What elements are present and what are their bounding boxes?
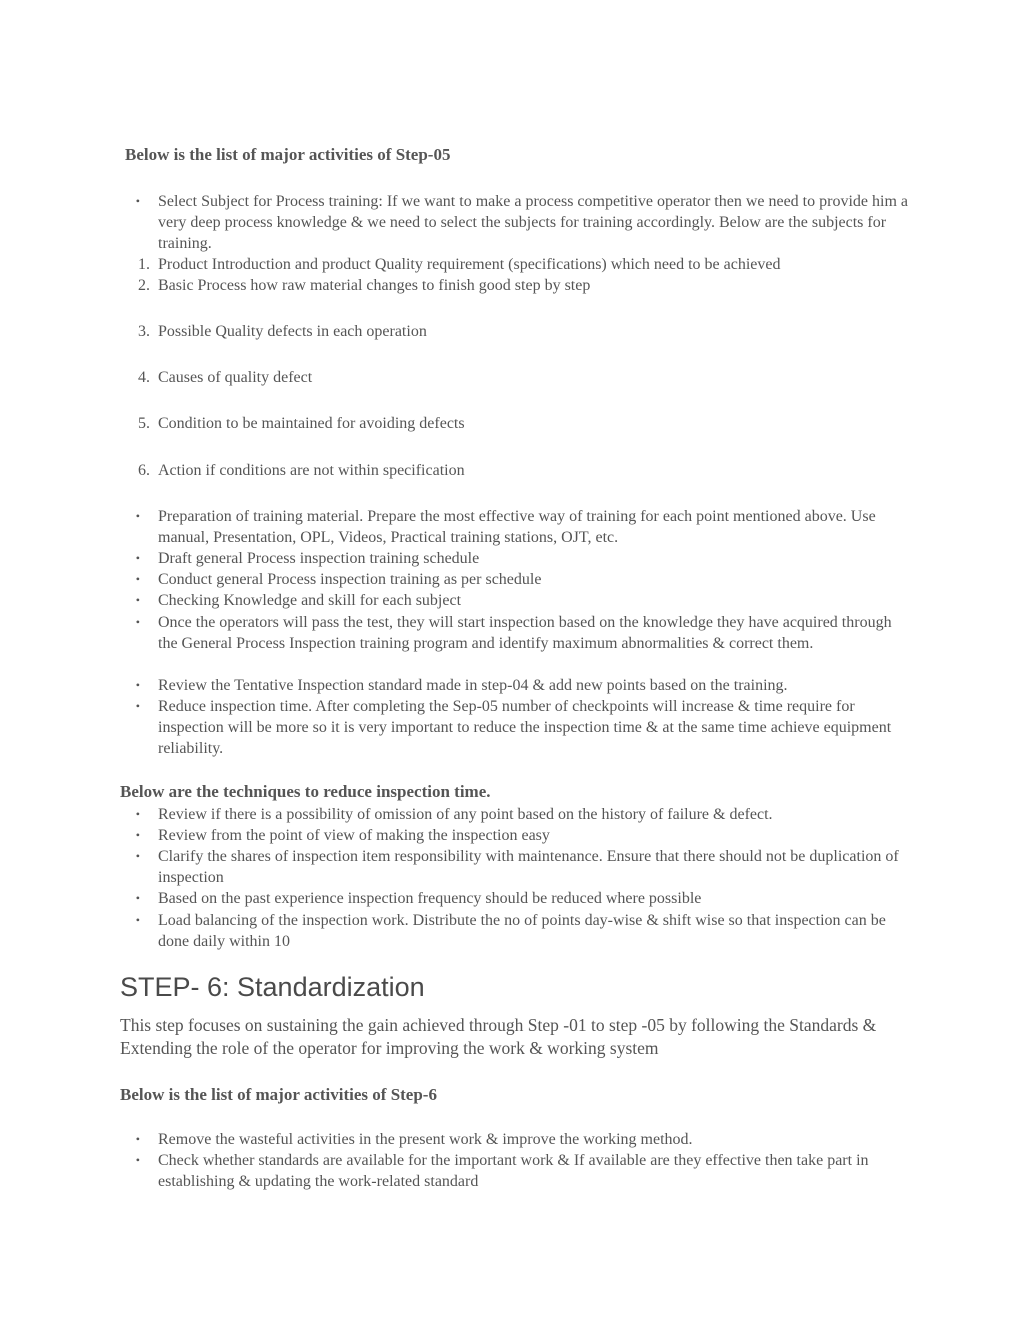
bullet-marker: • [135, 615, 140, 629]
numbered-item-4 [120, 367, 910, 388]
list-item [120, 569, 910, 590]
list-item-text: Select Subject for Process training: If we want to make a process competitive operator then we need to provide him a very deep process knowledge & we need to select the subjects for training accordingly. Below are the subjects for training. [158, 193, 908, 252]
heading-inspection-techniques: Below are the techniques to reduce inspection time. [120, 782, 491, 801]
list-item-text: Preparation of training material. Prepare the most effective way of training for each point mentioned above. Use manual, Presentation, OPL, Videos, Practical training stations, OJT, etc. [158, 508, 876, 546]
list-item [120, 825, 910, 846]
numbered-item-3 [120, 321, 910, 342]
list-item-text: Reduce inspection time. After completing the Sep-05 number of checkpoints will increase & time require for inspection will be more so it is very important to reduce the inspection time & at the same time achieve equipment reliability. [158, 698, 892, 757]
number-marker: 1. [138, 256, 150, 273]
bullet-marker: • [135, 509, 140, 523]
number-marker: 3. [138, 323, 150, 340]
list-item-text: Checking Knowledge and skill for each subject [158, 592, 462, 609]
bullet-marker: • [135, 572, 140, 586]
list-item [120, 696, 910, 759]
bullet-marker: • [135, 807, 140, 821]
step6-title: STEP- 6: Standardization [120, 972, 425, 1002]
bullet-marker: • [135, 699, 140, 713]
list-item-text: Based on the past experience inspection frequency should be reduced where possible [158, 890, 702, 907]
number-marker: 2. [138, 277, 150, 294]
bullet-marker: • [135, 678, 140, 692]
list-item [120, 804, 910, 825]
bullet-marker: • [135, 1153, 140, 1167]
list-item-text: Load balancing of the inspection work. Distribute the no of points day-wise & shift wise so that inspection can be done daily within 10 [158, 912, 886, 950]
numbered-item-1 [120, 254, 910, 275]
numbered-item-5 [120, 413, 910, 434]
list-item [120, 888, 910, 909]
bullet-marker: • [135, 194, 140, 208]
list-item [120, 910, 910, 952]
list-item [120, 590, 910, 611]
bullet-marker: • [135, 891, 140, 905]
list-item-text: Clarify the shares of inspection item responsibility with maintenance. Ensure that there should not be duplication of inspection [158, 848, 899, 886]
bullet-marker: • [135, 849, 140, 863]
heading-step05-activities: Below is the list of major activities of Step-05 [125, 145, 451, 164]
bullet-marker: • [135, 828, 140, 842]
number-marker: 4. [138, 369, 150, 386]
list-item-text: Possible Quality defects in each operation [158, 323, 427, 340]
list-item-text: Draft general Process inspection training schedule [158, 550, 480, 567]
numbered-item-2 [120, 275, 910, 296]
list-item [120, 548, 910, 569]
list-item-text: Conduct general Process inspection training as per schedule [158, 571, 542, 588]
list-item-intro [120, 191, 910, 254]
bullet-marker: • [135, 551, 140, 565]
bullet-marker: • [135, 1132, 140, 1146]
list-item-text: Condition to be maintained for avoiding defects [158, 415, 465, 432]
list-item [120, 675, 910, 696]
list-item-text: Product Introduction and product Quality requirement (specifications) which need to be achieved [158, 256, 781, 273]
list-item-text: Review from the point of view of making the inspection easy [158, 827, 550, 844]
bullet-marker: • [135, 593, 140, 607]
number-marker: 6. [138, 462, 150, 479]
list-item-text: Check whether standards are available for the important work & If available are they effective then take part in establishing & updating the work-related standard [158, 1152, 869, 1190]
list-item [120, 612, 910, 654]
list-item-text: Review the Tentative Inspection standard made in step-04 & add new points based on the training. [158, 677, 788, 694]
heading-step6-activities: Below is the list of major activities of Step-6 [120, 1085, 437, 1104]
list-item-text: Review if there is a possibility of omission of any point based on the history of failure & defect. [158, 806, 773, 823]
list-item-text: Once the operators will pass the test, they will start inspection based on the knowledge they have acquired through the General Process Inspection training program and identify maximum abnormalities & correct them. [158, 614, 892, 652]
list-item-text: Basic Process how raw material changes to finish good step by step [158, 277, 591, 294]
list-item-text: Action if conditions are not within specification [158, 462, 465, 479]
list-item-text: Remove the wasteful activities in the present work & improve the working method. [158, 1131, 693, 1148]
list-item-text: Causes of quality defect [158, 369, 313, 386]
numbered-item-6 [120, 460, 910, 481]
list-item [120, 846, 910, 888]
list-item [120, 1150, 910, 1192]
step6-paragraph: This step focuses on sustaining the gain achieved through Step -01 to step -05 by following the Standards & Extending the role of the operator for improving the work & working system [120, 1015, 877, 1058]
list-item [120, 506, 910, 548]
bullet-marker: • [135, 913, 140, 927]
list-item [120, 1129, 910, 1150]
number-marker: 5. [138, 415, 150, 432]
